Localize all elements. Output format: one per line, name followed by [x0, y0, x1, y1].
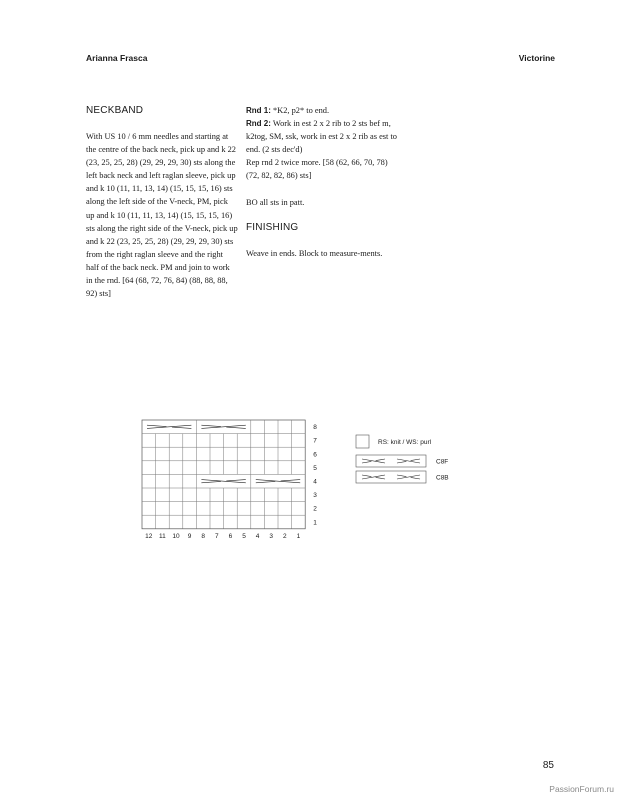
- page-number: 85: [542, 760, 554, 771]
- chart-row-labels: [313, 424, 317, 526]
- bind-off-instruction: BO all sts in patt.: [246, 197, 305, 207]
- neckband-instructions: With US 10 / 6 mm needles and starting at the centre of the back neck, pick up and k 22 (23, 25, 25, 28) (29, 29, 29, 30) sts along the left back neck and left raglan sleeve, pick up and k 10 (11, 11, 13, 14) (15, 15, 15, 16) sts along the left side of the V-neck, PM, pick up and k 10 (11, 11, 13, 14) (15, 15, 15, 16) sts along the right side of the V-neck, pick up and k 22 (23, 25, 25, 28) (29, 29, 29, 30) sts from the right raglan sleeve and the right half of the back neck. PM and join to work in the rnd. [64 (68, 72, 76, 84) (88, 88, 88, 92) sts]: [86, 132, 238, 299]
- chart-grid: [142, 420, 305, 529]
- finishing-title: FINISHING: [246, 221, 299, 233]
- chart-column-label: 3: [269, 532, 274, 540]
- legend-swatch-knit-purl: [356, 435, 369, 448]
- cable-C8B-row-8: [201, 425, 245, 428]
- chart-column-labels: [145, 533, 300, 540]
- chart-column-label: 6: [228, 532, 233, 540]
- chart-column-label: 7: [214, 532, 219, 540]
- cable-C8F-row-4: [256, 480, 300, 483]
- rnd2-label: Rnd 2:: [246, 119, 271, 129]
- legend-item-c8b: [356, 471, 449, 483]
- chart-column-label: 4: [255, 532, 260, 540]
- cable-C8B-row-8: [147, 425, 191, 428]
- header-author: Arianna Frasca: [86, 53, 148, 63]
- chart-column-label: 1: [296, 532, 301, 540]
- chart-column-label: 2: [282, 532, 287, 540]
- neckband-title: NECKBAND: [86, 105, 144, 116]
- chart-column-label: 12: [145, 532, 153, 540]
- chart-column-label: 5: [242, 532, 246, 540]
- chart-column-label: 9: [187, 532, 192, 540]
- legend-label: C8B: [436, 474, 449, 482]
- chart-column-label: 10: [172, 532, 180, 540]
- rnd2-text: Work in est 2 x 2 rib to 2 sts bef m, k2tog, SM, ssk, work in est 2 x 2 rib as est to end. (2 sts dec'd): [246, 119, 397, 155]
- legend-swatch-c8b: [356, 471, 426, 483]
- legend-swatch-c8f: [356, 455, 426, 467]
- rnd1-label: Rnd 1:: [246, 106, 271, 115]
- cable-C8F-row-4: [201, 480, 245, 483]
- watermark: PassionForum.ru: [549, 784, 614, 794]
- legend-label: RS: knit / WS: purl: [378, 439, 432, 446]
- chart-row-label: 7: [313, 437, 317, 445]
- rnd1-text: *K2, p2* to end.: [270, 106, 330, 115]
- chart-legend: [356, 435, 449, 483]
- header-pattern-name: Victorine: [518, 53, 555, 63]
- chart-row-label: 4: [313, 478, 317, 486]
- legend-label: C8F: [436, 458, 449, 466]
- legend-item-knit-purl: [356, 435, 432, 448]
- chart-row-label: 8: [313, 424, 317, 432]
- chart-row-label: 2: [313, 505, 317, 513]
- chart-column-label: 8: [201, 532, 206, 540]
- chart-column-label: 11: [159, 532, 166, 540]
- finishing-instructions: Weave in ends. Block to measure-ments.: [246, 248, 383, 258]
- repeat-instruction: Rep rnd 2 twice more. [58 (62, 66, 70, 78) (72, 82, 82, 86) sts]: [246, 158, 388, 181]
- legend-item-c8f: [356, 455, 448, 467]
- chart-row-label: 1: [313, 519, 317, 527]
- chart-row-label: 6: [313, 451, 317, 459]
- chart-row-label: 5: [313, 464, 317, 472]
- chart-row-label: 3: [313, 492, 317, 500]
